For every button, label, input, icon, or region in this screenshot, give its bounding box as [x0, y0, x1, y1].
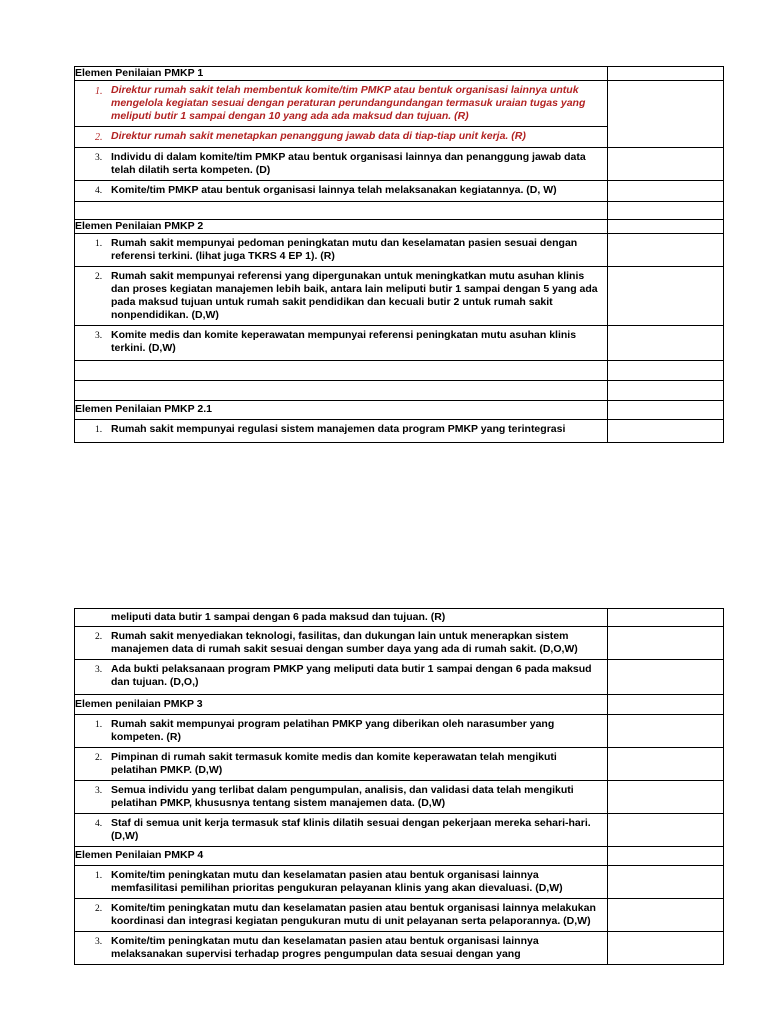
list-item	[75, 866, 607, 898]
item-text: Komite/tim peningkatan mutu dan keselamatan pasien atau bentuk organisasi lainnya memfasilitasi pemilihan prioritas pengukuran pelayanan klinis yang akan dievaluasi. (D,W)	[111, 869, 563, 894]
item-number: 2.	[95, 904, 103, 914]
table-row	[75, 627, 724, 660]
item-text: Semua individu yang terlibat dalam pengumpulan, analisis, dan validasi data telah mengikuti pelatihan PMKP, khususnya tentang sistem manajemen data. (D,W)	[111, 784, 574, 809]
empty-row	[75, 202, 724, 220]
table-row	[75, 866, 724, 899]
table-row	[75, 781, 724, 814]
section-header-row	[75, 401, 724, 420]
item-text: Direktur rumah sakit telah membentuk komite/tim PMKP atau bentuk organisasi lainnya untuk mengelola kegiatan sesuai dengan peraturan perundangundangan termasuk uraian tugas yang meliputi butir 1 sampai dengan 10 yang ada ada maksud dan tujuan. (R)	[111, 84, 586, 122]
list-item	[75, 814, 607, 846]
item-number: 1.	[95, 239, 103, 249]
score-cell	[608, 748, 724, 781]
score-cell	[608, 267, 724, 326]
score-cell	[608, 781, 724, 814]
item-text: Pimpinan di rumah sakit termasuk komite medis dan komite keperawatan telah mengikuti pelatihan PMKP. (D,W)	[111, 751, 557, 776]
section-title: Elemen Penilaian PMKP 1	[75, 67, 608, 81]
score-cell	[608, 627, 724, 660]
section-header-row	[75, 67, 724, 81]
list-item	[75, 181, 607, 201]
item-text: Direktur rumah sakit menetapkan penanggung jawab data di tiap-tiap unit kerja. (R)	[111, 130, 526, 142]
score-cell	[608, 695, 724, 715]
table-row	[75, 420, 724, 443]
list-item	[75, 781, 607, 813]
assessment-table-page-1	[74, 66, 724, 443]
section-header-row	[75, 847, 724, 866]
score-cell	[608, 381, 724, 401]
section-header-row	[75, 220, 724, 234]
item-text: Individu di dalam komite/tim PMKP atau bentuk organisasi lainnya dan penanggung jawab data telah dilatih serta kompeten. (D)	[111, 151, 586, 176]
section-title: Elemen penilaian PMKP 3	[75, 695, 608, 715]
score-cell	[608, 847, 724, 866]
list-item	[75, 81, 607, 126]
item-text: Rumah sakit mempunyai referensi yang dipergunakan untuk meningkatkan mutu asuhan klinis dan proses kegiatan manajemen lebih baik, antara lain meliputi butir 1 sampai dengan 5 yang ada pada maksud tujuan untuk rumah sakit pendidikan dan kecuali butir 2 untuk rumah sakit nonpendidikan. (D,W)	[111, 270, 598, 321]
list-item	[75, 899, 607, 931]
score-cell	[608, 148, 724, 181]
item-number: 1.	[95, 720, 103, 730]
continuation-text: meliputi data butir 1 sampai dengan 6 pada maksud dan tujuan. (R)	[111, 611, 446, 623]
item-number: 2.	[95, 632, 103, 642]
item-number: 1.	[95, 425, 103, 435]
table-row	[75, 234, 724, 267]
score-cell	[608, 401, 724, 420]
item-number: 4.	[95, 186, 103, 196]
score-cell	[608, 420, 724, 443]
score-cell	[608, 660, 724, 695]
item-text: Ada bukti pelaksanaan program PMKP yang meliputi data butir 1 sampai dengan 6 pada maksud dan tujuan. (D,O,)	[111, 663, 592, 688]
item-text: Rumah sakit mempunyai program pelatihan PMKP yang diberikan oleh narasumber yang kompeten. (R)	[111, 718, 555, 743]
section-title: Elemen Penilaian PMKP 2	[75, 220, 608, 234]
score-cell	[608, 220, 724, 234]
score-cell	[608, 715, 724, 748]
item-text: Staf di semua unit kerja termasuk staf klinis dilatih sesuai dengan pekerjaan mereka sehari-hari. (D,W)	[111, 817, 591, 842]
list-item	[75, 326, 607, 358]
table-row	[75, 660, 724, 695]
score-cell	[608, 81, 724, 148]
item-number: 3.	[95, 937, 103, 947]
table-row	[75, 267, 724, 326]
item-text: Komite/tim peningkatan mutu dan keselamatan pasien atau bentuk organisasi lainnya melaksanakan supervisi terhadap progres pengumpulan data sesuai dengan yang	[111, 935, 539, 960]
score-cell	[608, 361, 724, 381]
assessment-table-page-2	[74, 608, 724, 965]
list-item	[75, 148, 607, 180]
list-item	[75, 126, 607, 147]
score-cell	[608, 609, 724, 627]
table-row	[75, 148, 724, 181]
list-item	[75, 932, 607, 964]
item-number: 1.	[95, 871, 103, 881]
table-row	[75, 181, 724, 202]
list-item	[75, 715, 607, 747]
table-row	[75, 748, 724, 781]
empty-row	[75, 381, 724, 401]
list-item	[75, 234, 607, 266]
score-cell	[608, 899, 724, 932]
table-row	[75, 814, 724, 847]
score-cell	[608, 202, 724, 220]
score-cell	[608, 234, 724, 267]
list-item	[75, 748, 607, 780]
table-row	[75, 81, 724, 148]
list-item	[75, 420, 607, 440]
table-row	[75, 326, 724, 361]
list-item	[75, 660, 607, 692]
item-number: 1.	[95, 86, 103, 97]
table-row	[75, 899, 724, 932]
score-cell	[608, 932, 724, 965]
item-text: Rumah sakit mempunyai pedoman peningkatan mutu dan keselamatan pasien sesuai dengan referensi terkini. (lihat juga TKRS 4 EP 1). (R)	[111, 237, 578, 262]
score-cell	[608, 67, 724, 81]
section-title: Elemen Penilaian PMKP 4	[75, 847, 608, 866]
score-cell	[608, 814, 724, 847]
item-number: 3.	[95, 665, 103, 675]
section-header-row	[75, 695, 724, 715]
item-number: 3.	[95, 786, 103, 796]
item-number: 3.	[95, 153, 103, 163]
item-number: 2.	[95, 132, 103, 143]
score-cell	[608, 866, 724, 899]
table-row	[75, 715, 724, 748]
item-text: Komite/tim PMKP atau bentuk organisasi lainnya telah melaksanakan kegiatannya. (D, W)	[111, 184, 557, 196]
table-row	[75, 609, 724, 627]
item-number: 4.	[95, 819, 103, 829]
item-number: 3.	[95, 331, 103, 341]
score-cell	[608, 181, 724, 202]
item-text: Rumah sakit mempunyai regulasi sistem manajemen data program PMKP yang terintegrasi	[111, 423, 566, 435]
page-2-table-block	[74, 608, 724, 965]
score-cell	[608, 326, 724, 361]
list-item	[75, 627, 607, 659]
item-text: Komite medis dan komite keperawatan mempunyai referensi peningkatan mutu asuhan klinis terkini. (D,W)	[111, 329, 577, 354]
item-text: Rumah sakit menyediakan teknologi, fasilitas, dan dukungan lain untuk menerapkan sistem manajemen data di rumah sakit sesuai dengan sumber daya yang ada di rumah sakit. (D,O,W)	[111, 630, 578, 655]
empty-row	[75, 361, 724, 381]
section-title: Elemen Penilaian PMKP 2.1	[75, 401, 608, 420]
item-number: 2.	[95, 272, 103, 282]
table-row	[75, 932, 724, 965]
item-number: 2.	[95, 753, 103, 763]
list-item	[75, 267, 607, 325]
page-1-table-block	[74, 66, 724, 443]
item-text: Komite/tim peningkatan mutu dan keselamatan pasien atau bentuk organisasi lainnya melakukan koordinasi dan integrasi kegiatan pengukuran mutu di unit pelayanan serta pelaporannya. (D,W)	[111, 902, 596, 927]
